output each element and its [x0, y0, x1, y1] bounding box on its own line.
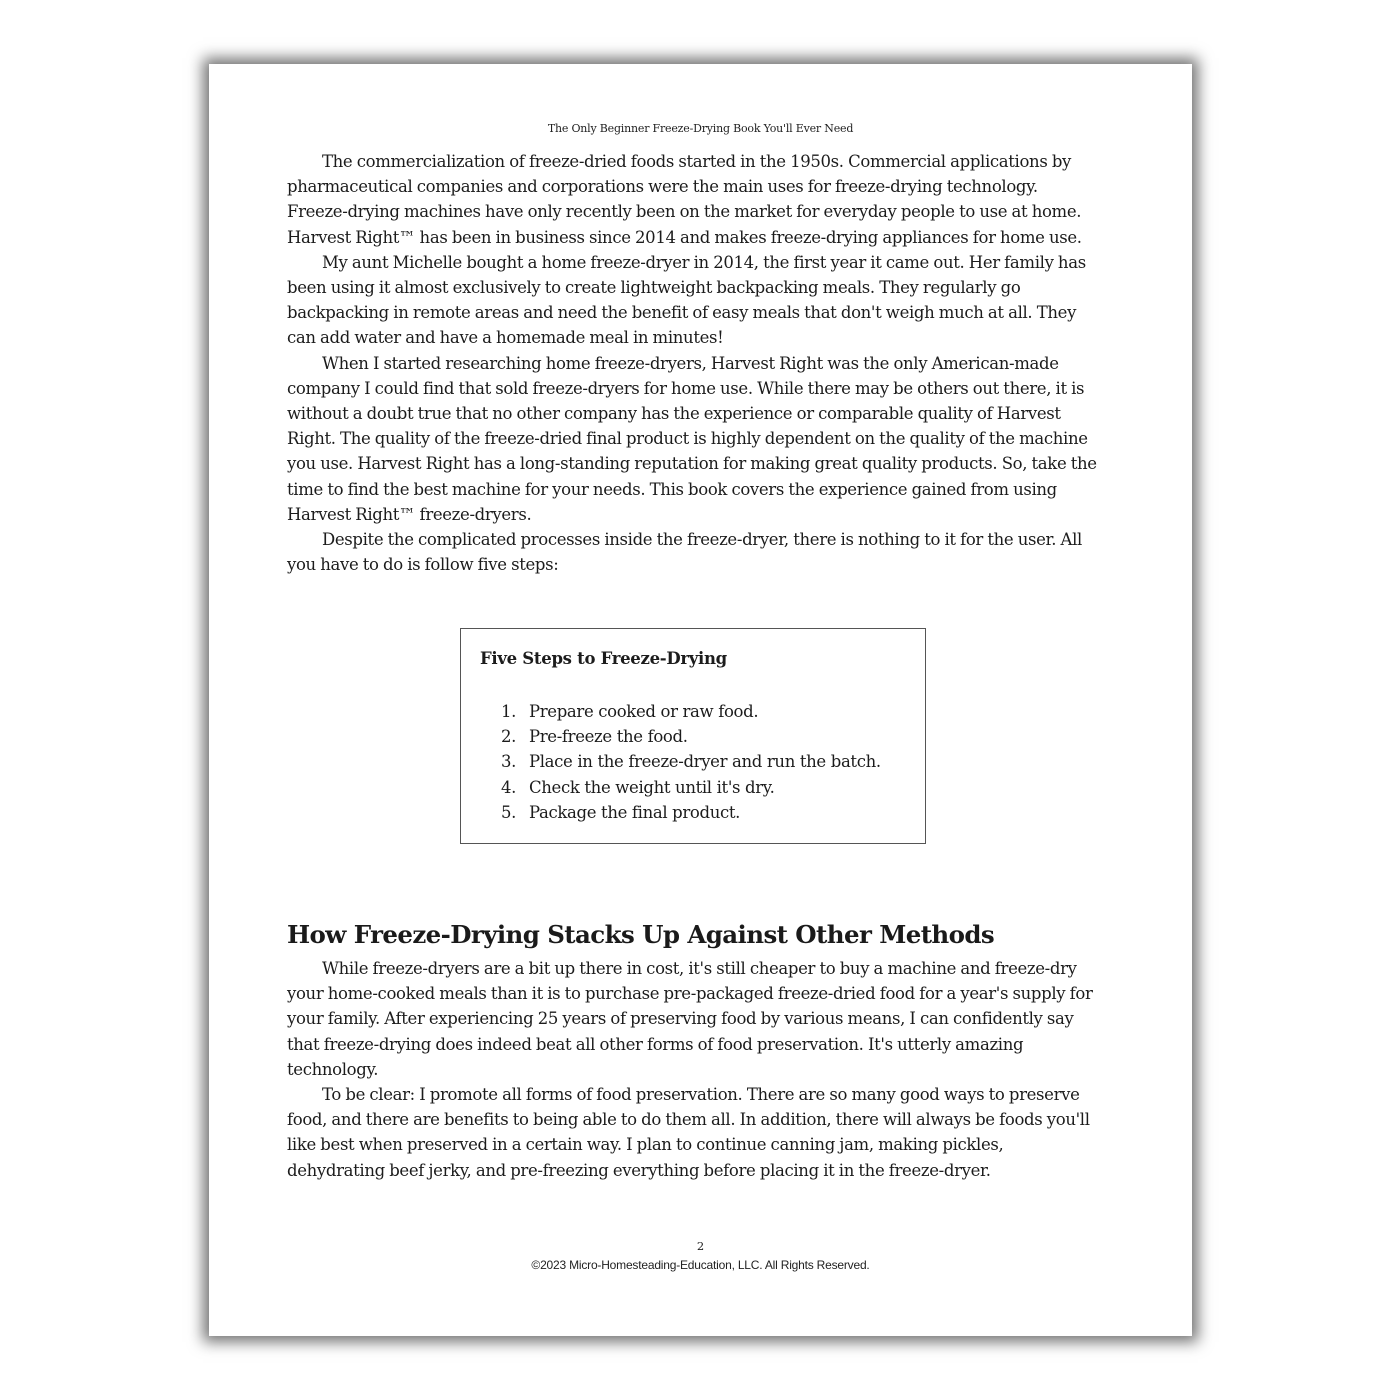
step-number: 1. [501, 702, 517, 721]
step-number: 3. [501, 752, 517, 772]
running-header: The Only Beginner Freeze-Drying Book You'll Ever Need [547, 122, 854, 135]
page-number: 2 [696, 1239, 705, 1253]
step-text: Check the weight until it's dry. [529, 777, 775, 797]
book-page [209, 64, 1192, 1336]
step-item [501, 775, 881, 800]
steps-box-title: Five Steps to Freeze-Drying [480, 649, 727, 668]
five-steps-box [460, 628, 926, 844]
step-item [501, 800, 881, 825]
step-text: Place in the freeze-dryer and run the batch. [529, 752, 881, 772]
steps-list [501, 699, 881, 825]
step-number: 4. [501, 777, 517, 797]
step-item [501, 749, 881, 774]
section-heading: How Freeze-Drying Stacks Up Against Other Methods [287, 920, 995, 949]
copyright-notice: ©2023 Micro-Homesteading-Education, LLC. All Rights Reserved. [531, 1258, 870, 1272]
paragraph: My aunt Michelle bought a home freeze-dryer in 2014, the first year it came out. Her family has been using it almost exclusively to create lightweight backpacking meals. They regularly go backpacking in remote areas and need the benefit of easy meals that don't weigh much at all. They can add water and have a homemade meal in minutes! [287, 252, 1086, 348]
step-text: Prepare cooked or raw food. [529, 702, 759, 721]
paragraph: To be clear: I promote all forms of food preservation. There are so many good ways to preserve food, and there are benefits to being able to do them all. In addition, there will always be foods you'll like best when preserved in a certain way. I plan to continue canning jam, making pickles, dehydrating beef jerky, and pre-freezing everything before placing it in the freeze-dryer. [287, 1085, 1090, 1180]
paragraph: The commercialization of freeze-dried foods started in the 1950s. Commercial applications by pharmaceutical companies and corporations were the main uses for freeze-drying technology. Freeze-drying machines have only recently been on the market for everyday people to use at home. Harvest Right™ has been in business since 2014 and makes freeze-drying appliances for home use. [287, 152, 1082, 247]
step-number: 5. [501, 802, 517, 822]
paragraph: When I started researching home freeze-dryers, Harvest Right was the only American-made company I could find that sold freeze-dryers for home use. While there may be others out there, it is without a doubt true that no other company has the experience or comparable quality of Harvest Right. The quality of the freeze-dried final product is highly dependent on the quality of the machine you use. Harvest Right has a long-standing reputation for making great quality products. So, take the time to find the best machine for your needs. This book covers the experience gained from using Harvest Right™ freeze-dryers. [287, 353, 1097, 524]
intro-text-block [287, 149, 1102, 577]
step-number: 2. [501, 727, 517, 747]
step-text: Package the final product. [529, 802, 741, 822]
paragraph: While freeze-dryers are a bit up there in cost, it's still cheaper to buy a machine and freeze-dry your home-cooked meals than it is to purchase pre-packaged freeze-dried food for a year's supply for your family. After experiencing 25 years of preserving food by various means, I can confidently say that freeze-drying does indeed beat all other forms of food preservation. It's utterly amazing technology. [287, 959, 1093, 1079]
section-text-block [287, 956, 1102, 1183]
paragraph: Despite the complicated processes inside the freeze-dryer, there is nothing to it for the user. All you have to do is follow five steps: [287, 530, 1082, 575]
step-item [501, 724, 881, 749]
step-text: Pre-freeze the food. [529, 727, 688, 747]
step-item [501, 699, 881, 724]
